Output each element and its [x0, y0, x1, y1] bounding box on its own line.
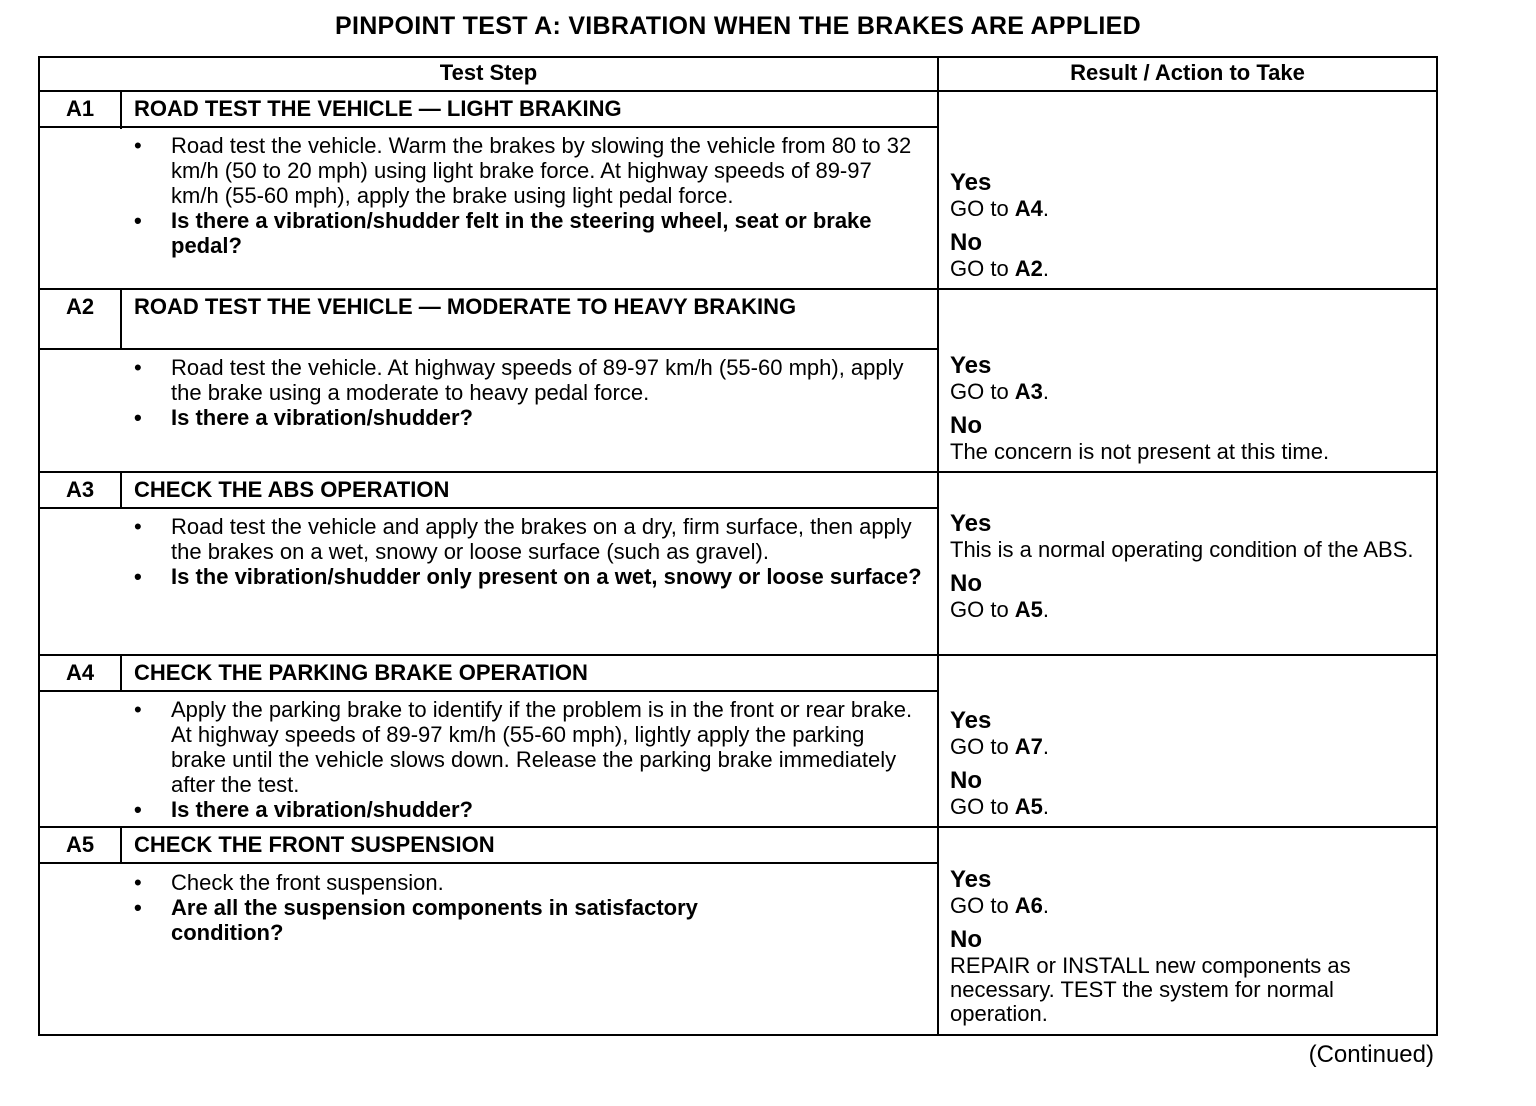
step-id-a2: A2 — [65, 294, 95, 319]
step-id-divider — [120, 289, 122, 350]
step-title-divider — [38, 690, 938, 692]
yes-label: Yes — [950, 707, 992, 734]
step-body-a3 — [134, 514, 924, 589]
no-action: REPAIR or INSTALL new components as necessary. TEST the system for normal operation. — [950, 953, 1351, 1026]
no-action: The concern is not present at this time. — [950, 439, 1330, 464]
no-ref: A2 — [1014, 256, 1043, 281]
yes-ref: A4 — [1014, 196, 1043, 221]
step-row-divider — [38, 471, 1438, 473]
step-question: • Is there a vibration/shudder felt in the steering wheel, seat or brake pedal? — [134, 208, 924, 258]
yes-label: Yes — [950, 866, 992, 893]
step-title-a4: CHECK THE PARKING BRAKE OPERATION — [134, 660, 588, 685]
result-a5 — [950, 866, 1430, 1026]
step-title-divider — [38, 507, 938, 509]
yes-action: GO to A6. — [950, 893, 1050, 918]
step-instruction: • Check the front suspension. — [134, 870, 794, 895]
step-id-a5: A5 — [65, 832, 95, 857]
step-id-a4: A4 — [65, 660, 95, 685]
yes-action: GO to A3. — [950, 379, 1050, 404]
yes-ref: A3 — [1014, 379, 1043, 404]
step-title-a1: ROAD TEST THE VEHICLE — LIGHT BRAKING — [134, 96, 622, 121]
yes-label: Yes — [950, 169, 992, 196]
header-test-step: Test Step — [439, 60, 538, 85]
page-title: PINPOINT TEST A: VIBRATION WHEN THE BRAKES ARE APPLIED — [334, 12, 1142, 40]
step-title-divider — [38, 862, 938, 864]
no-label: No — [950, 767, 982, 794]
no-label: No — [950, 229, 982, 256]
step-body-a4 — [134, 697, 924, 822]
step-id-divider — [120, 655, 122, 692]
step-title-a5: CHECK THE FRONT SUSPENSION — [134, 832, 495, 857]
step-instruction: • Apply the parking brake to identify if the problem is in the front or rear brake. At highway speeds of 89-97 km/h (55-60 mph), lightly apply the parking brake until the vehicle slows down. Release the parking brake immediately after the test. — [134, 697, 924, 797]
step-id-divider — [120, 92, 122, 129]
yes-ref: A6 — [1014, 893, 1043, 918]
result-a2 — [950, 352, 1430, 464]
step-question: • Is there a vibration/shudder? — [134, 797, 924, 822]
step-instruction: • Road test the vehicle. Warm the brakes by slowing the vehicle from 80 to 32 km/h (50 to 20 mph) using light brake force. At highway speeds of 89-97 km/h (55-60 mph), apply the brake using light pedal force. — [134, 133, 924, 208]
yes-ref: A7 — [1014, 734, 1043, 759]
result-a3 — [950, 510, 1430, 622]
result-a4 — [950, 707, 1430, 819]
step-question: • Are all the suspension components in satisfactory condition? — [134, 895, 794, 945]
step-question: • Is the vibration/shudder only present on a wet, snowy or loose surface? — [134, 564, 924, 589]
no-label: No — [950, 570, 982, 597]
step-row-divider — [38, 654, 1438, 656]
step-instruction: • Road test the vehicle. At highway speeds of 89-97 km/h (55-60 mph), apply the brake using a moderate to heavy pedal force. — [134, 355, 924, 405]
step-body-a2 — [134, 355, 924, 430]
step-body-a5 — [134, 870, 794, 945]
step-row-divider — [38, 288, 1438, 290]
step-title-divider — [38, 348, 938, 350]
step-body-a1 — [134, 133, 924, 258]
no-label: No — [950, 926, 982, 953]
step-id-a1: A1 — [65, 96, 95, 121]
step-title-a2: ROAD TEST THE VEHICLE — MODERATE TO HEAVY BRAKING — [134, 294, 797, 319]
no-action: GO to A5. — [950, 794, 1050, 819]
no-action: GO to A5. — [950, 597, 1050, 622]
step-id-divider — [120, 472, 122, 509]
header-result-action: Result / Action to Take — [1070, 60, 1305, 85]
step-title-divider — [38, 126, 938, 128]
yes-action: This is a normal operating condition of the ABS. — [950, 537, 1414, 562]
no-ref: A5 — [1014, 794, 1043, 819]
yes-label: Yes — [950, 352, 992, 379]
yes-action: GO to A7. — [950, 734, 1050, 759]
no-label: No — [950, 412, 982, 439]
step-row-divider — [38, 826, 1438, 828]
yes-label: Yes — [950, 510, 992, 537]
no-ref: A5 — [1014, 597, 1043, 622]
result-a1 — [950, 169, 1430, 281]
no-action: GO to A2. — [950, 256, 1050, 281]
step-title-a3: CHECK THE ABS OPERATION — [134, 477, 450, 502]
yes-action: GO to A4. — [950, 196, 1050, 221]
step-id-a3: A3 — [65, 477, 95, 502]
step-question: • Is there a vibration/shudder? — [134, 405, 924, 430]
step-id-divider — [120, 827, 122, 864]
step-instruction: • Road test the vehicle and apply the brakes on a dry, firm surface, then apply the brakes on a wet, snowy or loose surface (such as gravel). — [134, 514, 924, 564]
result-column-divider — [937, 56, 939, 1036]
continued-note: (Continued) — [1308, 1041, 1434, 1068]
